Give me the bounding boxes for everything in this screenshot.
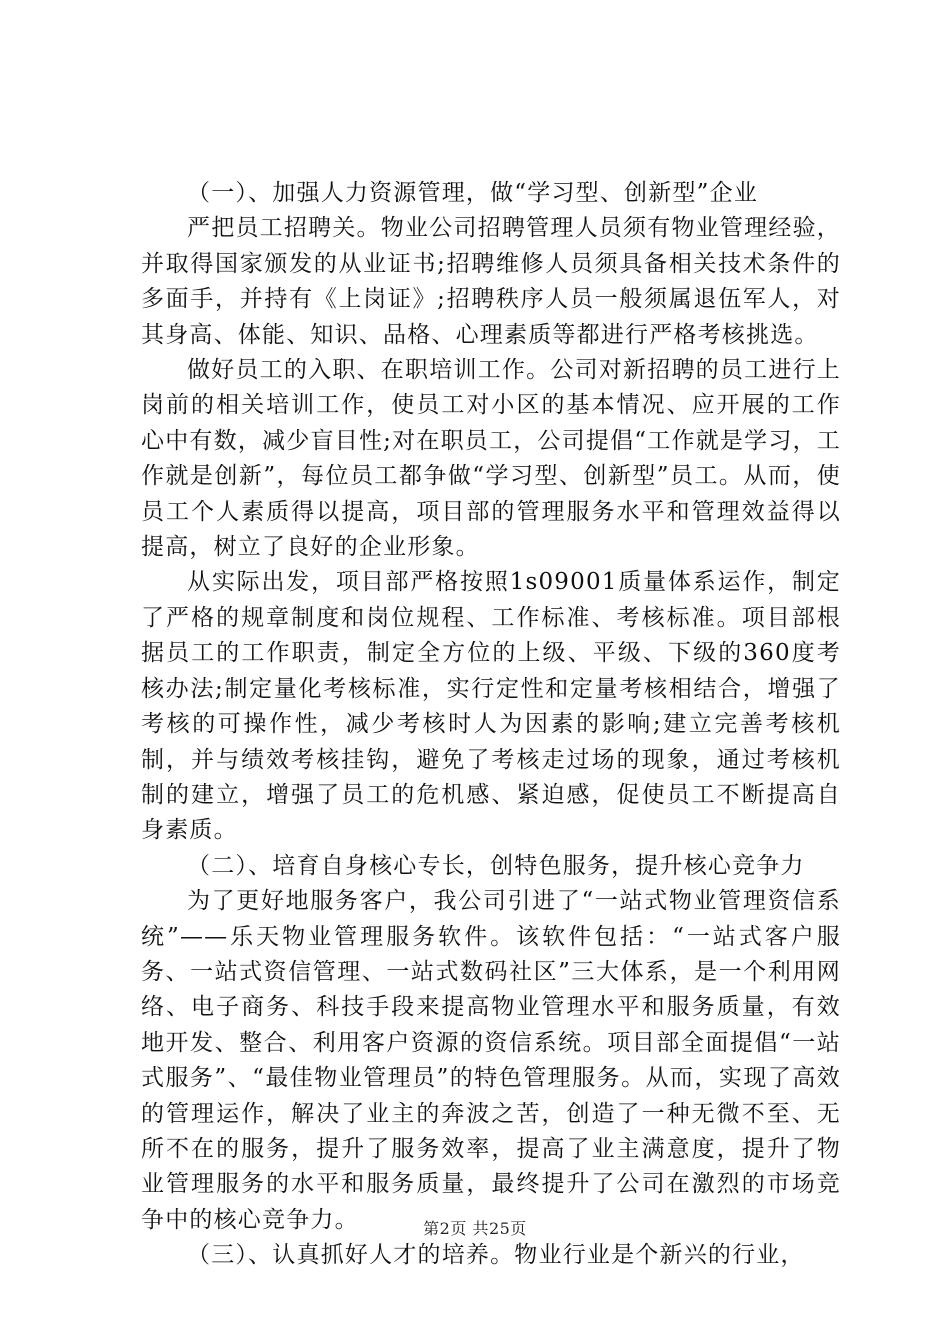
section-heading-2: （二）、培育自身核心专长，创特色服务，提升核心竞争力 xyxy=(187,852,805,879)
paragraph-training: 做好员工的入职、在职培训工作。公司对新招聘的员工进行上岗前的相关培训工作，使员工对小区的基本情况、应开展的工作心中有数，减少盲目性;对在职员工，公司提倡“工作就是学习，工作就是创新”，每位员工都争做“学习型、创新型”员工。从而，使员工个人素质得以提高，项目部的管理服务水平和管理效益得以提高，树立了良好的企业形象。 xyxy=(141,357,841,561)
section-heading-1: （一）、加强人力资源管理，做“学习型、创新型”企业 xyxy=(187,180,759,206)
paragraph-assessment: 从实际出发，项目部严格按照1s09001质量体系运作，制定了严格的规章制度和岗位规程、工作标准、考核标准。项目部根据员工的工作职责，制定全方位的上级、平级、下级的360度考核办法;制定量化考核标准，实行定性和定量考核相结合，增强了考核的可操作性，减少考核时人为因素的影响;建立完善考核机制，并与绩效考核挂钩，避免了考核走过场的现象，通过考核机制的建立，增强了员工的危机感、紧迫感，促使员工不断提高自身素质。 xyxy=(141,569,841,844)
paragraph-one-stop-system: 为了更好地服务客户，我公司引进了“一站式物业管理资信系统”——乐天物业管理服务软件。该软件包括：“一站式客户服务、一站式资信管理、一站式数码社区”三大体系，是一个利用网络、电子商务、科技手段来提高物业管理水平和服务质量，有效地开发、整合、利用客户资源的资信系统。项目部全面提倡“一站式服务”、“最佳物业管理员”的特色管理服务。从而，实现了高效的管理运作，解决了业主的奔波之苦，创造了一种无微不至、无所不在的服务，提升了服务效率，提高了业主满意度，提升了物业管理服务的水平和服务质量，最终提升了公司在激烈的市场竞争中的核心竞争力。 xyxy=(141,888,841,1233)
section-heading-3: （三）、认真抓好人才的培养。物业行业是个新兴的行业， xyxy=(187,1242,805,1269)
page-footer: 第2页 共25页 xyxy=(423,1219,527,1238)
paragraph-recruitment: 严把员工招聘关。物业公司招聘管理人员须有物业管理经验，并取得国家颁发的从业证书;招聘维修人员须具备相关技术条件的多面手，并持有《上岗证》;招聘秩序人员一般须属退伍军人，对其身高、体能、知识、品格、心理素质等都进行严格考核挑选。 xyxy=(141,215,841,348)
document-body xyxy=(141,176,841,1274)
